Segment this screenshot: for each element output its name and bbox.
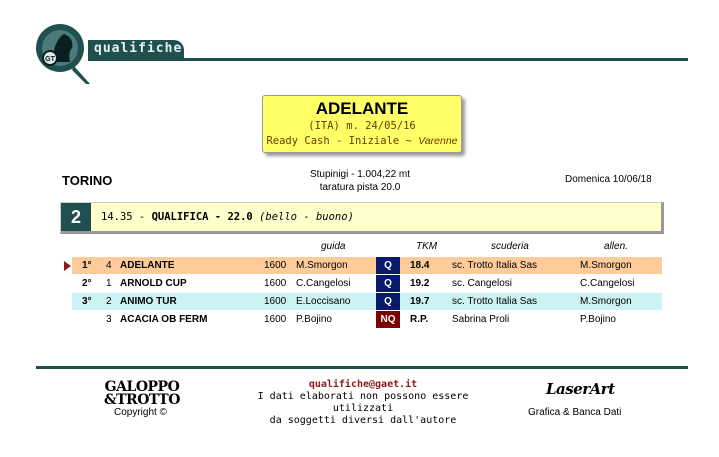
row-stable: sc. Trotto Italia Sas [452,260,538,271]
horse-dam-sire: Varenne [418,135,458,147]
row-horse-name[interactable]: ADELANTE [120,260,175,271]
copyright: Copyright © [114,407,167,418]
qualifiche-logo [34,18,94,86]
col-stable: scuderia [491,241,529,252]
row-number: 3 [106,314,112,325]
table-row[interactable] [72,293,662,310]
brand-left-line1: GALOPPO [104,379,180,395]
race-value: 22.0 [227,211,253,223]
col-tkm: TKM [416,241,438,252]
race-banner [60,202,664,234]
row-trainer: M.Smorgon [580,260,632,271]
row-stable: sc. Trotto Italia Sas [452,296,538,307]
row-qualification-badge: Q [376,257,400,274]
row-stable: Sabrina Proli [452,314,510,325]
disclaimer-line2: da soggetti diversi dall'autore [269,415,457,426]
svg-text:GT: GT [45,56,55,63]
row-tkm: 18.4 [410,260,430,271]
disclaimer-line1: I dati elaborati non possono essere utilizzati [257,391,469,414]
race-date: Domenica 10/06/18 [565,174,652,185]
row-driver: E.Loccisano [296,296,351,307]
horse-pedigree [263,135,461,147]
brand-left-line2: &TROTTO [104,392,180,408]
horse-name: ADELANTE [315,99,409,118]
race-time: 14.35 - [101,211,152,223]
col-driver: guida [321,241,346,252]
row-horse-name[interactable]: ACACIA OB FERM [120,314,208,325]
selected-row-arrow-icon [64,261,71,271]
row-qualification-badge: Q [376,293,400,310]
footer-divider [36,366,688,369]
row-driver: M.Smorgon [296,260,348,271]
table-row[interactable] [72,257,662,274]
row-horse-name[interactable]: ANIMO TUR [120,296,177,307]
row-tkm: 19.2 [410,278,430,289]
row-qualification-badge: NQ [376,311,400,328]
row-horse-name[interactable]: ARNOLD CUP [120,278,187,289]
table-row[interactable] [72,311,662,328]
track-info [270,168,450,194]
footer-info [240,379,486,427]
race-location: TORINO [62,173,113,188]
row-tkm: 19.7 [410,296,430,307]
row-trainer: M.Smorgon [580,296,632,307]
row-number: 1 [106,278,112,289]
race-sep: - [208,211,228,223]
row-qualification-badge: Q [376,275,400,292]
section-tab [88,40,184,58]
section-title: qualifiche [94,41,183,56]
header-divider [88,58,688,61]
row-tkm: R.P. [410,314,429,325]
row-distance: 1600 [264,278,287,289]
row-distance: 1600 [264,260,287,271]
row-driver: P.Bojino [296,314,332,325]
row-position: 1° [82,260,92,271]
horse-pedigree-parents: Ready Cash - Iniziale ~ [266,135,412,147]
row-stable: sc. Cangelosi [452,278,513,289]
race-title [101,211,354,223]
row-distance: 1600 [264,296,287,307]
row-trainer: P.Bojino [580,314,616,325]
row-driver: C.Cangelosi [296,278,351,289]
race-number: 2 [61,203,91,231]
table-row[interactable] [72,275,662,292]
race-conditions: (bello - buono) [259,211,354,223]
laserart-logo: LaserArt [546,380,615,398]
row-position: 2° [82,278,92,289]
row-number: 2 [106,296,112,307]
race-type: QUALIFICA [151,211,209,223]
horse-origin: (ITA) m. 24/05/16 [308,120,416,132]
col-trainer: allen. [604,241,628,252]
contact-email-link[interactable]: qualifiche@gaet.it [308,379,418,390]
laserart-tagline: Grafica & Banca Dati [528,407,622,418]
row-number: 4 [106,260,112,271]
track-name: Stupinigi - 1.004,22 mt [309,169,411,180]
track-calibration: taratura pista 20.0 [319,182,401,193]
row-position: 3° [82,296,92,307]
row-distance: 1600 [264,314,287,325]
galoppo-trotto-logo [104,379,180,408]
row-trainer: C.Cangelosi [580,278,635,289]
horse-card [262,95,462,153]
